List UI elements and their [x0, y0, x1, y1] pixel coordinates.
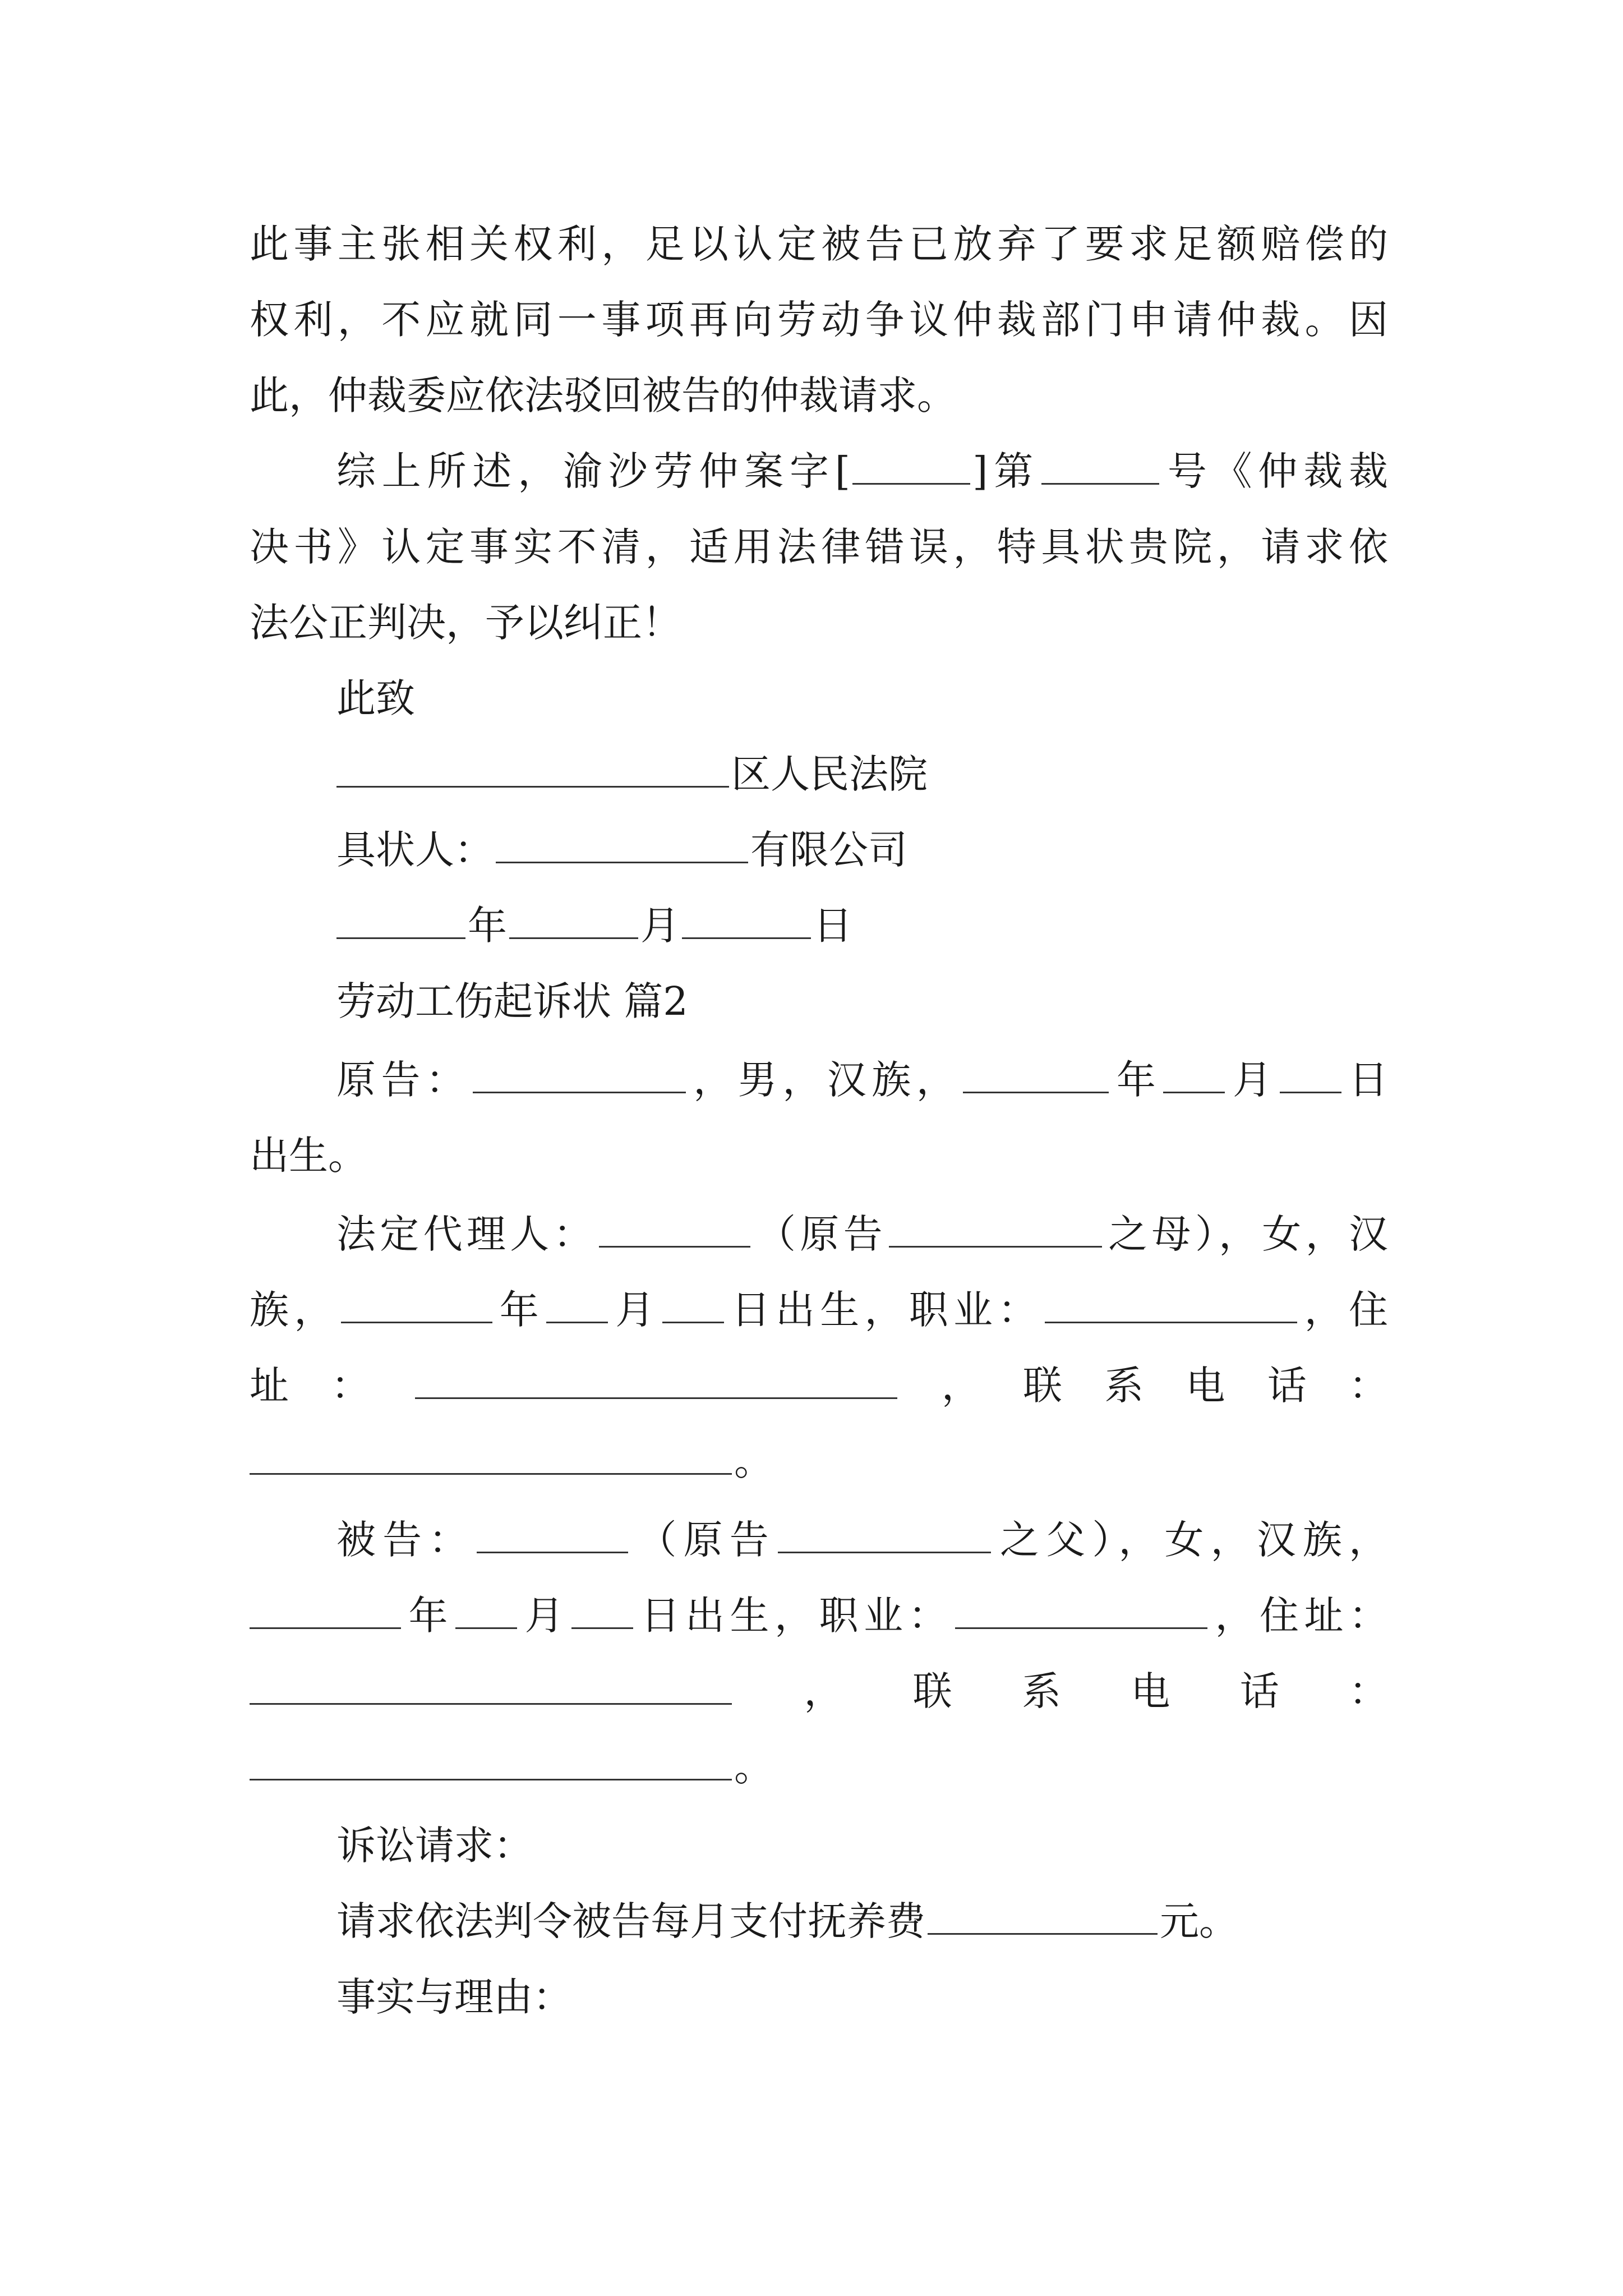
blank-field: [336, 937, 465, 939]
blank-field: [1163, 1092, 1225, 1093]
blank-field: [336, 786, 729, 788]
blank-field: [546, 1322, 608, 1323]
blank-field: [928, 1933, 1158, 1935]
blank-field: [496, 862, 748, 863]
blank-field: [250, 1627, 401, 1629]
blank-field: [599, 1246, 750, 1248]
blank-field: [250, 1703, 732, 1705]
blank-field: [477, 1552, 628, 1553]
defendant-line: 年 月 日出生，职业： ，住址：: [250, 1588, 1388, 1644]
body-line: 综上所述，渝沙劳仲案字[ ]第 号《仲裁裁: [336, 448, 1389, 494]
blank-field: [455, 1627, 517, 1629]
section-title: 劳动工伤起诉状 篇2: [336, 978, 688, 1024]
plaintiff-line: 原告： ，男，汉族， 年 月 日: [336, 1057, 1389, 1103]
blank-field: [1045, 1322, 1297, 1323]
court-line: 区人民法院: [336, 746, 1388, 802]
plaintiff-signature-line: 具状人： 有限公司: [336, 827, 907, 873]
blank-field: [473, 1092, 686, 1093]
date-line: 年 月 日: [336, 898, 1388, 954]
body-line: 此事主张相关权利，足以认定被告已放弃了要求足额赔偿的: [250, 221, 1388, 267]
blank-field: [250, 1779, 732, 1780]
blank-field: [682, 937, 811, 939]
blank-field: [1041, 483, 1159, 485]
body-line: 出生。: [250, 1133, 367, 1179]
blank-field: [963, 1092, 1109, 1093]
guardian-address-line: 址： ，联系电话：: [250, 1363, 1388, 1409]
body-line: 决书》认定事实不清，适用法律错误，特具状贵院，请求依: [250, 524, 1388, 570]
blank-field: [778, 1552, 991, 1553]
defendant-line: 被告： （原告 之父），女，汉族，: [336, 1517, 1388, 1563]
blank-field: [1280, 1092, 1341, 1093]
blank-field: [889, 1246, 1102, 1248]
claims-line: 请求依法判令被告每月支付抚养费 元。: [336, 1898, 1238, 1944]
guardian-line: 法定代理人： （原告 之母），女，汉: [336, 1211, 1389, 1257]
guardian-phone-line: 。: [250, 1433, 1388, 1489]
defendant-address-line: ，联系电话：: [250, 1663, 1388, 1719]
blank-field: [662, 1322, 724, 1323]
blank-field: [415, 1397, 897, 1399]
guardian-line: 族， 年 月 日出生，职业： ，住: [250, 1287, 1388, 1333]
blank-field: [250, 1473, 732, 1475]
body-line: 此，仲裁委应依法驳回被告的仲裁请求。: [250, 372, 956, 418]
blank-field: [955, 1627, 1207, 1629]
claims-title: 诉讼请求：: [336, 1823, 533, 1869]
salutation: 此致: [336, 675, 415, 721]
blank-field: [571, 1627, 633, 1629]
defendant-phone-line: 。: [250, 1739, 1388, 1795]
facts-title: 事实与理由：: [336, 1974, 572, 2020]
blank-field: [341, 1322, 492, 1323]
blank-field: [852, 483, 970, 485]
blank-field: [509, 937, 638, 939]
body-line: 权利，不应就同一事项再向劳动争议仲裁部门申请仲裁。因: [250, 297, 1388, 343]
body-line: 法公正判决，予以纠正！: [250, 600, 681, 646]
